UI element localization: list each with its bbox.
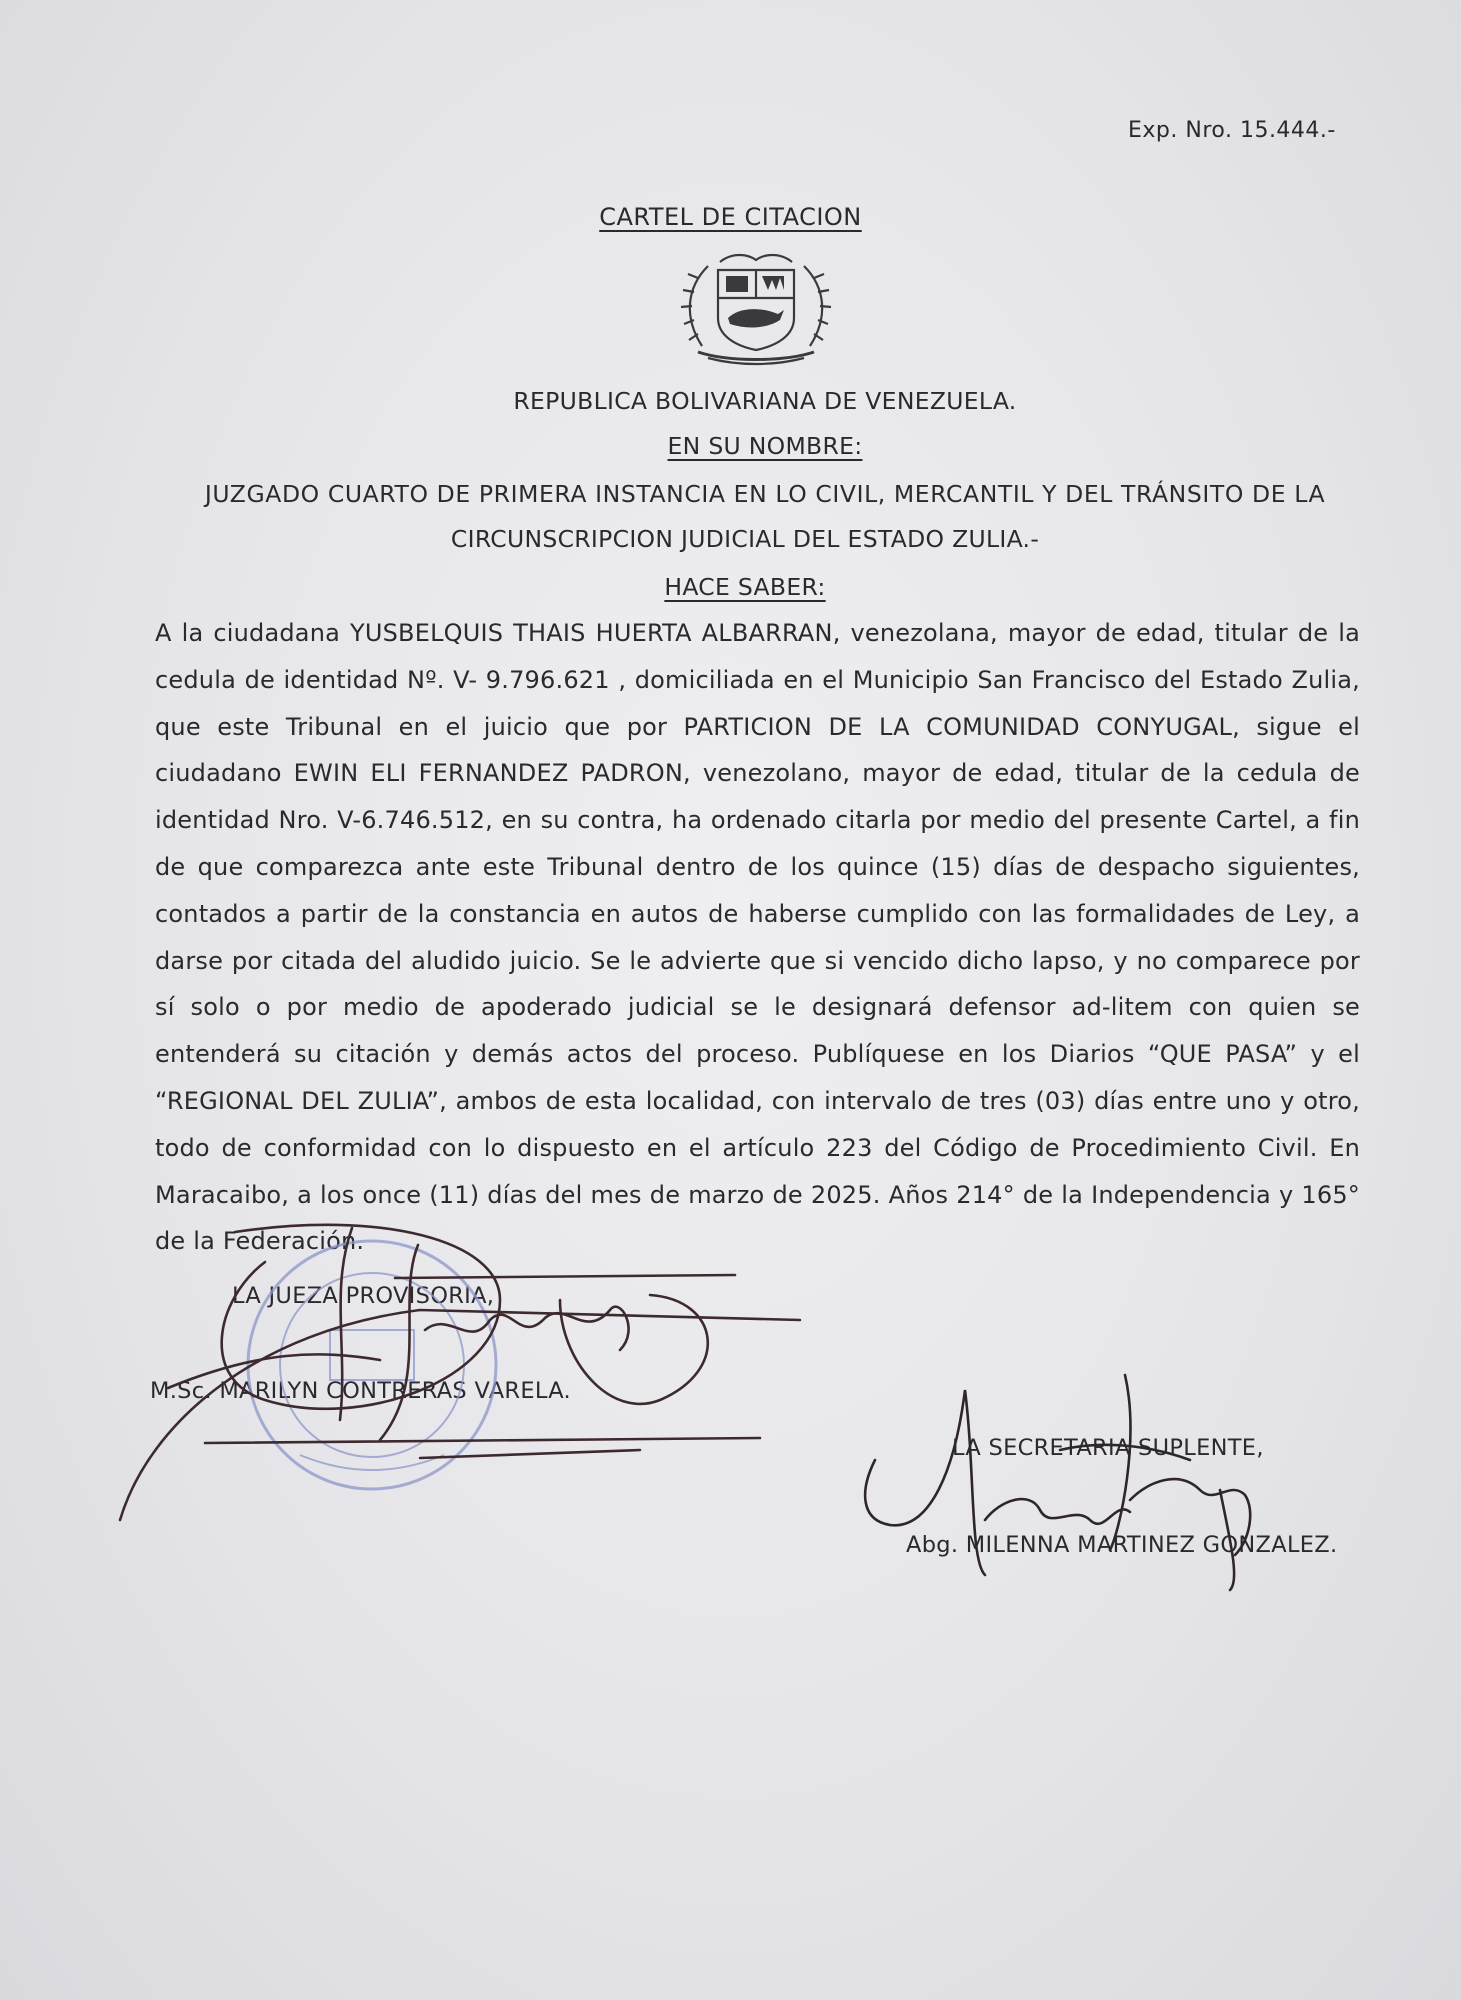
hace-saber-heading xyxy=(160,573,1330,601)
secretary-title: LA SECRETARIA SUPLENTE, xyxy=(952,1435,1264,1461)
secretary-name: Abg. MILENNA MARTINEZ GONZALEZ. xyxy=(906,1532,1338,1558)
judge-name: M.Sc. MARILYN CONTRERAS VARELA. xyxy=(150,1378,571,1404)
venezuela-coat-of-arms-icon xyxy=(668,248,844,366)
citation-body-paragraph: A la ciudadana YUSBELQUIS THAIS HUERTA ALBARRAN, venezolana, mayor de edad, titular de la cedula de identidad Nº. V- 9.796.621 , domiciliada en el Municipio San Francisco del Estado Zulia, que este Tribunal en el juicio que por PARTICION DE LA COMUNIDAD CONYUGAL, sigue el ciudadano EWIN ELI FERNANDEZ PADRON, venezolano, mayor de edad, titular de la cedula de identidad Nro. V-6.746.512, en su contra, ha ordenado citarla por medio del presente Cartel, a fin de que comparezca ante este Tribunal dentro de los quince (15) días de despacho siguientes, contados a partir de la constancia en autos de haberse cumplido con las formalidades de Ley, a darse por citada del aludido juicio. Se le advierte que si vencido dicho lapso, y no comparece por sí solo o por medio de apoderado judicial se le designará defensor ad-litem con quien se entenderá su citación y demás actos del proceso. Publíquese en los Diarios “QUE PASA” y el “REGIONAL DEL ZULIA”, ambos de esta localidad, con intervalo de tres (03) días entre uno y otro, todo de conformidad con lo dispuesto en el artículo 223 del Código de Procedimiento Civil. En Maracaibo, a los once (11) días del mes de marzo de 2025. Años 214° de la Independencia y 165° de la Federación. xyxy=(155,619,1360,1256)
court-stamp-icon xyxy=(248,1241,496,1489)
republic-heading: REPUBLICA BOLIVARIANA DE VENEZUELA. xyxy=(513,387,1017,415)
judge-title: LA JUEZA PROVISORIA, xyxy=(232,1283,495,1309)
court-name-line-2: CIRCUNSCRIPCION JUDICIAL DEL ESTADO ZULIA.- xyxy=(450,525,1040,553)
hace-saber-text: HACE SABER: xyxy=(664,573,826,601)
document-title xyxy=(0,203,1461,231)
en-su-nombre-heading xyxy=(180,432,1350,460)
expediente-number: Exp. Nro. 15.444.- xyxy=(1128,118,1336,143)
court-name-line-1: JUZGADO CUARTO DE PRIMERA INSTANCIA EN LO CIVIL, MERCANTIL Y DEL TRÁNSITO DE LA xyxy=(204,480,1326,508)
judge-handwritten-signature xyxy=(120,1225,800,1520)
document-title-text: CARTEL DE CITACION xyxy=(599,203,862,231)
en-su-nombre-text: EN SU NOMBRE: xyxy=(667,432,863,460)
